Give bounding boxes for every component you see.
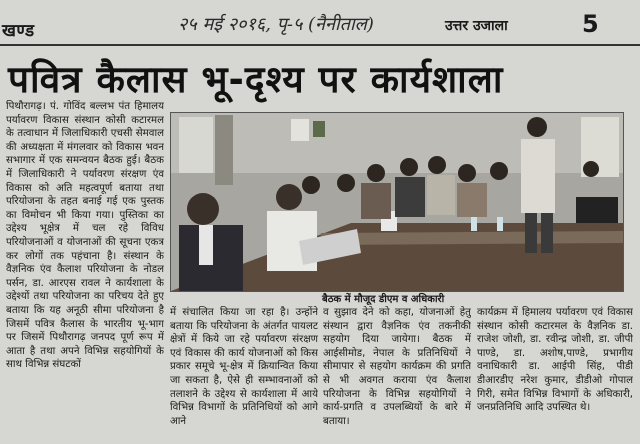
page-header <box>0 0 640 44</box>
article-column-left: पिथौरागढ़। पं. गोविंद बल्लभ पंत हिमालय पर्यावरण विकास संस्थान कोसी कटारमल के तत्वाधान में जिलाधिकारी एचसी सेमवाल की अध्यक्षता में मंगलवार को विकास भवन सभागार में एक समन्वयन बैठक हुई। बैठक में जिलाधिकारी ने पर्यावरण संरक्षण एंव विकास को अति महत्वपूर्ण बताया तथा परियोजना के तहत बनाई गई एक पुस्तक का विमोचन भी किया गया। पुस्तिका का उद्देश्य भूक्षेत्र में चल रहे विविध परियोजनाओं व योजनाओं की सूचना एकत्र कर लोगों तक पहंचाना है। संस्थान के वैज्ञनिक एंव कैलाश परियोजना के नोडल पर्सन, डा. आरएस रावल ने कार्यशाला के उद्देश्यों तथा परियोजना का परिचय देते हुए बताया कि यह अनूठी सीमा परियोजना है जिसमें पवित्र कैलास के भारतीय भू-भाग पर जिसमें पिथौरागढ़ जनपद पूर्ण रूप में आता है तथा अपने विभिन्न सहयोगियों के साथ विभिन्न संघटकों <box>6 101 164 371</box>
meeting-photo <box>170 112 624 292</box>
article-column-bottom-1: में संचालित किया जा रहा है। उन्होंने बताया कि परियोजना के अंतर्गत पायलट क्षेत्रों में किये जा रहे पर्यावरण संरक्षण एवं विकास की कार्य योजनाओं को किस प्रकार समूचे भू-क्षेत्र में क्रियान्वित किया जा सकता है, ऐसे ही सम्भावनाओं को तलाशने के उद्देश्य से कार्यशाला में आये विभिन्न विभागों के प्रतिनिधियों को आगे आने <box>170 307 318 427</box>
article-headline: पवित्र कैलास भू-दृश्य पर कार्यशाला <box>8 58 504 101</box>
article-column-bottom-3: कार्यक्रम में हिमालय पर्यावरण एवं विकास संस्थान कोसी कटारमल के वैज्ञनिक डा. राजेश जोशी, डा. रवीन्द्र जोशी, डा. जीपी पाण्डे, डा. अशोष,पाण्डे, प्रभागीय वनाधिकारी डा. आईपी सिंह, पीडी डीआरडीए नरेश कुमार, डीडीओ गोपाल गिरी, समेत विभिन्न विभागों के अधिकारी, जनप्रतिनिधि आदि उपस्थित थे। <box>477 307 633 414</box>
meeting-photo-image <box>171 113 623 291</box>
photo-caption: बैठक में मौजूद डीएम व अधिकारी <box>322 294 445 305</box>
header-rule <box>0 44 640 46</box>
handwritten-date-note: २५ मई २०१६, पृ-५ (नैनीताल) <box>178 14 374 35</box>
section-label: खण्ड <box>2 21 35 41</box>
page-number: 5 <box>582 10 599 38</box>
article-column-bottom-2: व सुझाव देने को कहा, योजनाओं हेतु संस्थान द्वारा वैज्ञनिक एंव तकनीकी सहयोग दिया जायेगा। बैठक में आईसीमोड, नेपाल के प्रतिनिधियों ने सीमापार से सहयोग कार्यक्रम की प्रगति से भी अवगत कराया एंव कैलाश परियोजना के विभिन्न सहयोगियों ने कार्य-प्रगति व उपलब्धियों के बारे में बताया। <box>323 307 471 427</box>
newspaper-name: उत्तर उजाला <box>445 18 508 34</box>
